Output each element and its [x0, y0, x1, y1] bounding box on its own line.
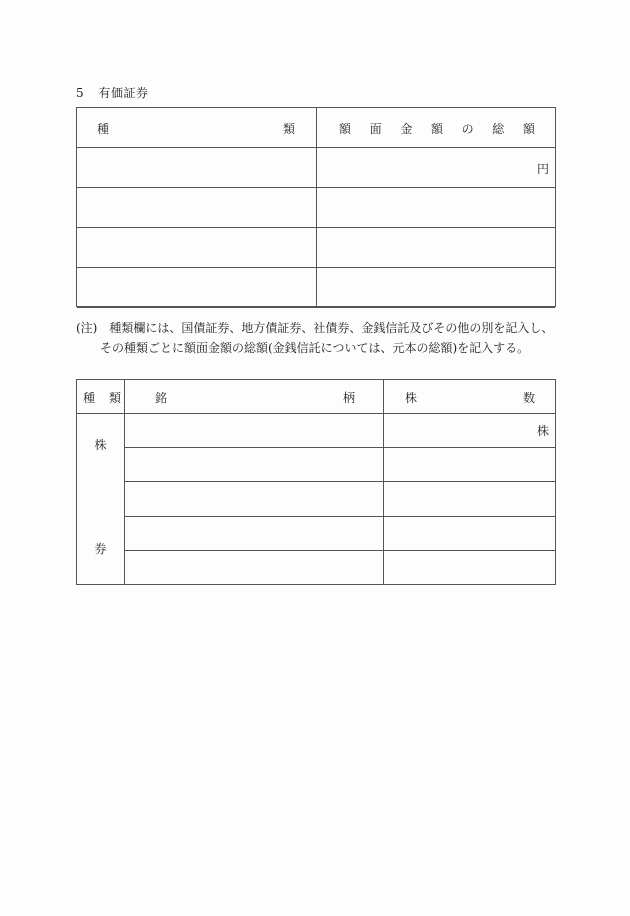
header-name: 銘 柄 — [155, 390, 355, 405]
column-divider — [316, 108, 317, 306]
quantity-cell[interactable] — [384, 551, 555, 585]
table-row — [125, 448, 555, 482]
quantity-cell[interactable] — [384, 414, 555, 447]
amount-cell[interactable] — [317, 268, 555, 307]
kind-cell[interactable] — [77, 148, 316, 187]
note-label: (注) — [76, 321, 98, 335]
note-line-1: 種類欄には、国債証券、地方債証券、社債券、金銭信託及びその他の別を記入し、 — [109, 321, 554, 335]
column-divider — [383, 380, 384, 584]
column-divider — [124, 380, 125, 584]
kind-cell[interactable] — [77, 268, 316, 307]
name-cell[interactable] — [125, 483, 383, 516]
kind-cell[interactable] — [77, 228, 316, 267]
note — [76, 318, 576, 358]
stock-table — [76, 379, 556, 585]
kind-label-stock: 株 — [94, 438, 107, 452]
section-heading — [76, 84, 148, 101]
name-cell[interactable] — [125, 448, 383, 481]
quantity-cell[interactable] — [384, 448, 555, 481]
amount-cell[interactable] — [317, 188, 555, 227]
table-row — [125, 414, 555, 448]
shares-unit: 株 — [536, 424, 549, 438]
securities-table — [76, 107, 556, 307]
table-row — [125, 517, 555, 551]
amount-cell[interactable] — [317, 228, 555, 267]
header-face-value-total: 額 面 金 額 の 総 額 — [339, 121, 535, 136]
table-header-row — [77, 380, 555, 414]
note-line-2: その種類ごとに額面金額の総額(金銭信託については、元本の総額)を記入する。 — [100, 341, 530, 355]
section-title: 有価証券 — [98, 86, 149, 100]
kind-label-certificate: 券 — [94, 542, 107, 556]
kind-cell[interactable] — [77, 188, 316, 227]
header-kind: 種 類 — [97, 121, 295, 136]
section-number: 5 — [76, 86, 85, 100]
table-row — [125, 551, 555, 585]
amount-cell[interactable] — [317, 148, 555, 187]
quantity-cell[interactable] — [384, 517, 555, 550]
name-cell[interactable] — [125, 551, 383, 585]
header-kind: 種 類 — [83, 390, 121, 405]
name-cell[interactable] — [125, 517, 383, 550]
table-row — [125, 483, 555, 517]
quantity-cell[interactable] — [384, 483, 555, 516]
header-quantity: 株 数 — [405, 390, 535, 405]
yen-unit: 円 — [536, 162, 549, 176]
name-cell[interactable] — [125, 414, 383, 447]
